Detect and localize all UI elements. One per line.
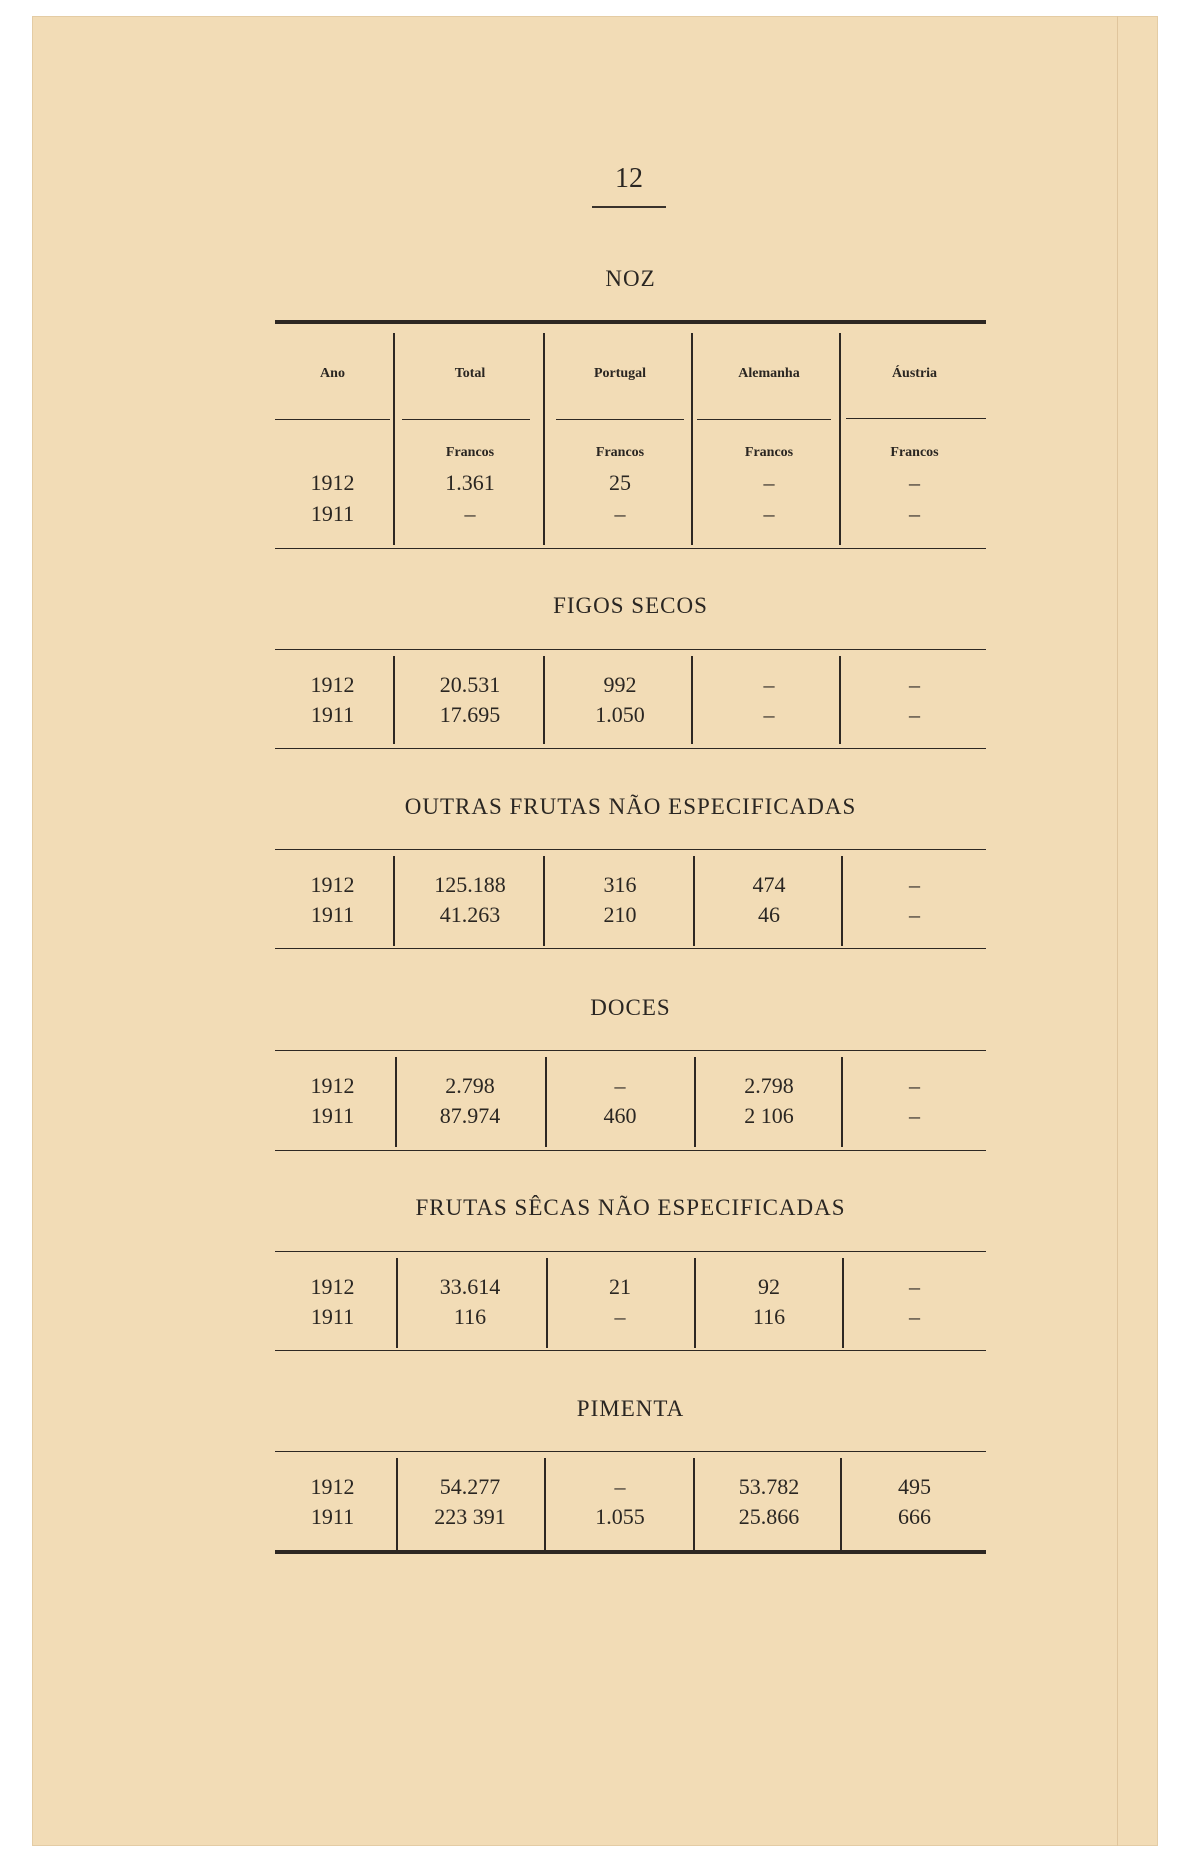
- cell-total: 33.614: [439, 1274, 501, 1299]
- cell-total: 125.188: [434, 872, 506, 897]
- cell-portugal: 1.055: [595, 1504, 645, 1529]
- cell-alemanha: –: [763, 702, 775, 727]
- column-divider: [839, 656, 841, 744]
- cell-alemanha: 46: [758, 902, 780, 927]
- cell-austria: –: [909, 1274, 920, 1299]
- column-divider: [841, 856, 843, 946]
- column-divider: [694, 1258, 696, 1348]
- cell-alemanha: –: [763, 672, 775, 697]
- cell-ano: 1911: [310, 1504, 355, 1529]
- header-rule-ano: [275, 419, 390, 420]
- column-header-ano: Ano: [320, 366, 345, 381]
- unit-label-austria: Francos: [890, 445, 939, 460]
- column-divider: [544, 1458, 546, 1552]
- column-divider: [395, 1057, 397, 1147]
- cell-austria: –: [909, 1304, 920, 1329]
- cell-portugal: 21: [609, 1274, 631, 1299]
- section-top-rule: [275, 649, 986, 650]
- cell-ano: 1911: [310, 1103, 355, 1128]
- cell-ano: 1912: [310, 1474, 355, 1499]
- table-bottom-rule: [275, 1550, 986, 1554]
- page-number: 12: [615, 163, 643, 194]
- cell-total: 2.798: [445, 1073, 495, 1098]
- section-title-pimenta: PIMENTA: [576, 1396, 685, 1421]
- cell-total: 17.695: [439, 702, 501, 727]
- cell-portugal: 1.050: [595, 702, 645, 727]
- cell-alemanha: 25.866: [738, 1504, 800, 1529]
- section-bottom-rule: [275, 548, 986, 549]
- cell-portugal: 210: [603, 902, 637, 927]
- column-divider: [393, 856, 395, 946]
- section-bottom-rule: [275, 1150, 986, 1151]
- header-rule-alemanha: [697, 419, 831, 420]
- unit-label-alemanha: Francos: [744, 445, 794, 460]
- column-divider: [841, 1057, 843, 1147]
- column-divider: [543, 856, 545, 946]
- cell-portugal: 460: [603, 1103, 637, 1128]
- header-rule-total: [402, 419, 530, 420]
- unit-label-portugal: Francos: [595, 445, 645, 460]
- cell-austria: –: [909, 1073, 920, 1098]
- column-divider: [396, 1458, 398, 1552]
- cell-total: 20.531: [439, 672, 501, 697]
- cell-portugal: 316: [603, 872, 637, 897]
- cell-total: 54.277: [439, 1474, 501, 1499]
- cell-austria: –: [909, 470, 920, 495]
- cell-portugal: 992: [603, 672, 637, 697]
- cell-alemanha: 92: [758, 1274, 780, 1299]
- cell-ano: 1911: [310, 501, 355, 526]
- unit-label-total: Francos: [445, 445, 495, 460]
- column-divider: [691, 656, 693, 744]
- cell-ano: 1911: [310, 702, 355, 727]
- cell-ano: 1912: [310, 470, 355, 495]
- column-divider: [393, 333, 395, 545]
- cell-ano: 1912: [310, 672, 355, 697]
- cell-austria: –: [909, 702, 920, 727]
- header-rule-portugal: [556, 419, 684, 420]
- column-divider: [393, 656, 395, 744]
- column-divider: [842, 1258, 844, 1348]
- page-number-underline: [592, 206, 666, 208]
- cell-alemanha: 2.798: [744, 1073, 794, 1098]
- section-title-noz: NOZ: [605, 266, 656, 291]
- section-title-frutas-secas: FRUTAS SÊCAS NÃO ESPECIFICADAS: [415, 1195, 846, 1220]
- cell-alemanha: 2 106: [744, 1103, 794, 1128]
- table-top-rule: [275, 320, 986, 324]
- cell-portugal: –: [614, 501, 626, 526]
- column-header-alemanha: Alemanha: [738, 366, 800, 381]
- cell-ano: 1912: [310, 1073, 355, 1098]
- column-divider: [694, 1057, 696, 1147]
- section-title-figos-secos: FIGOS SECOS: [553, 593, 708, 618]
- cell-total: 223 391: [434, 1504, 506, 1529]
- column-divider: [693, 1458, 695, 1552]
- cell-total: 116: [453, 1304, 487, 1329]
- column-divider: [545, 1057, 547, 1147]
- cell-austria: –: [909, 672, 920, 697]
- cell-ano: 1912: [310, 1274, 355, 1299]
- cell-ano: 1911: [310, 1304, 355, 1329]
- column-header-portugal: Portugal: [593, 366, 647, 381]
- cell-alemanha: 116: [752, 1304, 786, 1329]
- section-top-rule: [275, 1050, 986, 1051]
- column-divider: [693, 856, 695, 946]
- cell-alemanha: –: [763, 470, 775, 495]
- section-bottom-rule: [275, 948, 986, 949]
- header-rule-austria: [846, 418, 986, 419]
- cell-alemanha: 53.782: [738, 1474, 800, 1499]
- cell-ano: 1912: [310, 872, 355, 897]
- cell-total: 41.263: [439, 902, 501, 927]
- cell-total: 1.361: [445, 470, 495, 495]
- cell-austria: 495: [898, 1474, 931, 1499]
- column-header-austria: Áustria: [891, 366, 938, 381]
- cell-total: 87.974: [439, 1103, 501, 1128]
- column-divider: [396, 1258, 398, 1348]
- cell-portugal: –: [614, 1304, 626, 1329]
- column-divider: [840, 1458, 842, 1552]
- cell-alemanha: –: [763, 501, 775, 526]
- section-top-rule: [275, 1251, 986, 1252]
- cell-austria: –: [909, 872, 920, 897]
- cell-austria: –: [909, 501, 920, 526]
- cell-alemanha: 474: [752, 872, 786, 897]
- section-title-outras-frutas: OUTRAS FRUTAS NÃO ESPECIFICADAS: [404, 794, 857, 819]
- cell-austria: –: [909, 1103, 920, 1128]
- cell-portugal: –: [614, 1474, 626, 1499]
- section-title-doces: DOCES: [590, 995, 671, 1020]
- column-divider: [546, 1258, 548, 1348]
- column-divider: [543, 656, 545, 744]
- cell-austria: –: [909, 902, 920, 927]
- column-divider: [691, 333, 693, 545]
- section-top-rule: [275, 849, 986, 850]
- column-divider: [543, 333, 545, 545]
- cell-total: –: [464, 501, 476, 526]
- cell-portugal: 25: [609, 470, 631, 495]
- column-header-total: Total: [454, 366, 486, 381]
- section-bottom-rule: [275, 748, 986, 749]
- section-bottom-rule: [275, 1350, 986, 1351]
- column-divider: [839, 333, 841, 545]
- cell-portugal: –: [614, 1073, 626, 1098]
- cell-austria: 666: [898, 1504, 931, 1529]
- cell-ano: 1911: [310, 902, 355, 927]
- section-top-rule: [275, 1451, 986, 1452]
